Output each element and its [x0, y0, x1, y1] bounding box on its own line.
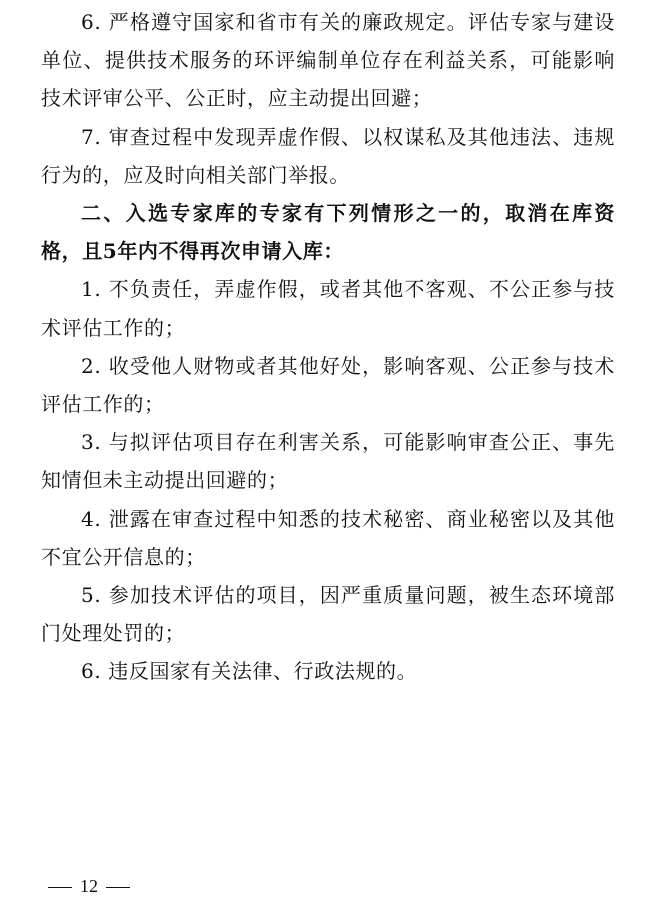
document-body	[41, 3, 615, 691]
page-number: 12	[80, 876, 98, 896]
paragraph-item-6: 6. 违反国家有关法律、行政法规的。	[81, 659, 418, 684]
paragraph-item-4: 4. 泄露在审查过程中知悉的技术秘密、商业秘密以及其他不宜公开信息的；	[41, 506, 615, 569]
paragraph-item-1: 1. 不负责任，弄虚作假，或者其他不客观、不公正参与技术评估工作的；	[41, 277, 615, 340]
paragraph-clause-7: 7. 审查过程中发现弄虚作假、以权谋私及其他违法、违规行为的，应及时向相关部门举报。	[41, 124, 615, 187]
paragraph-item-3: 3. 与拟评估项目存在利害关系，可能影响审查公正、事先知情但未主动提出回避的；	[41, 430, 615, 493]
paragraph-clause-6: 6. 严格遵守国家和省市有关的廉政规定。评估专家与建设单位、提供技术服务的环评编制单位存在利益关系，可能影响技术评审公平、公正时，应主动提出回避；	[41, 10, 615, 111]
paragraph-item-5: 5. 参加技术评估的项目，因严重质量问题，被生态环境部门处理处罚的；	[41, 583, 615, 646]
section-heading-2: 二、入选专家库的专家有下列情形之一的，取消在库资格，且5年内不得再次申请入库：	[41, 201, 615, 264]
footer-dash-left	[48, 887, 72, 888]
footer-dash-right	[106, 887, 130, 888]
page-footer	[48, 874, 130, 898]
paragraph-item-2: 2. 收受他人财物或者其他好处，影响客观、公正参与技术评估工作的；	[41, 353, 615, 417]
